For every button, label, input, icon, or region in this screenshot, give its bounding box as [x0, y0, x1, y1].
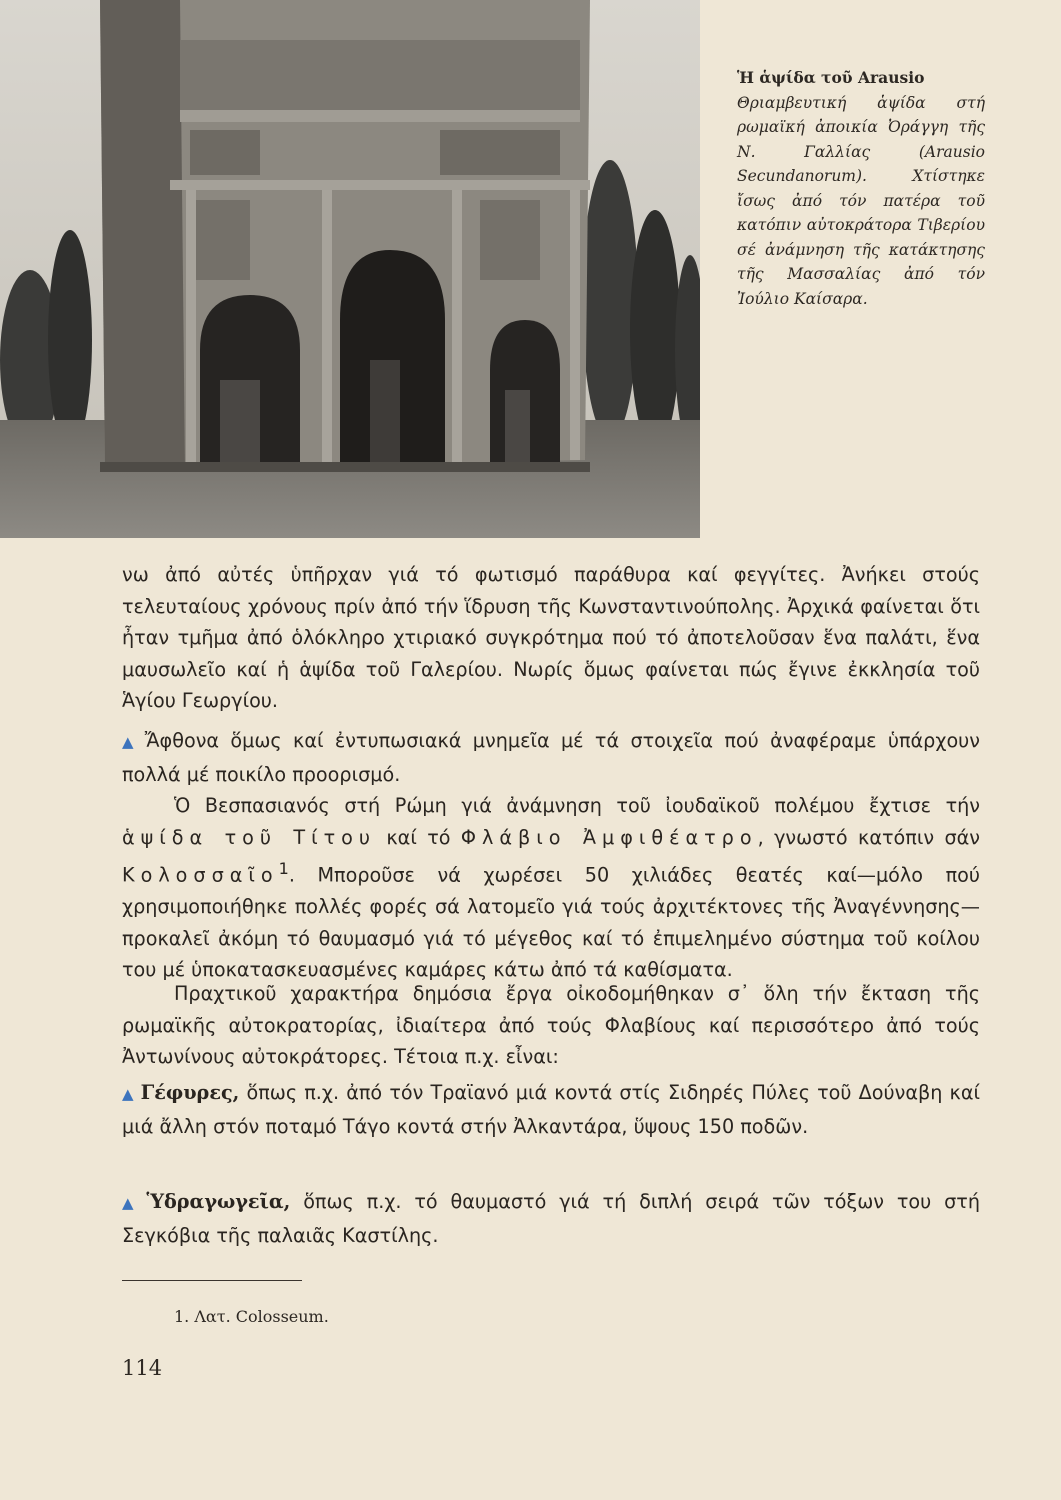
bridges-term: Γέφυρες, [140, 1081, 240, 1104]
paragraph-3 [122, 790, 980, 986]
flavian-amphitheatre-term: Φλάβιο Ἀμφιθέατρο [460, 825, 758, 849]
triangle-bullet-icon: ▲ [122, 1085, 135, 1103]
arch-photograph [0, 0, 700, 538]
paragraph-3-part-a: Ὁ Βεσπασιανός στή Ρώμη γιά ἀνάμνηση τοῦ ἰουδαϊκοῦ πολέμου ἔχτισε τήν [174, 794, 980, 817]
paragraph-5 [122, 1077, 980, 1142]
triangle-bullet-icon: ▲ [122, 733, 139, 751]
paragraph-3-part-d: . Μποροῦσε νά χωρέσει 50 χιλιάδες θεατές καί—μόλο πού χρησιμοποιήθηκε πολλές φορές σά λατομεῖο γιά τούς ἀρχιτέκτονες τῆς Ἀναγέννησης—προκαλεῖ ἀκόμη τό θαυμασμό γιά τό μέγεθος καί τό ἐπιμελημένο σύστημα τοῦ κοίλου του μέ ὑποκατασκευασμένες καμάρες κάτω ἀπό τά καθίσματα. [122, 863, 980, 982]
paragraph-1 [122, 559, 980, 717]
caption-body: Θριαμβευτική ἁψίδα στή ρωμαϊκή ἀποικία Ὀράγγη τῆς Ν. Γαλλίας (Arausio Secundanorum). Χτίστηκε ἴσως ἀπό τόν πατέρα τοῦ κατόπιν αὐτοκράτορα Τιβερίου σέ ἀνάμνηση τῆς κατάκτησης τῆς Μασσαλίας ἀπό τόν Ἰούλιο Καίσαρα. [737, 93, 985, 308]
paragraph-2 [122, 725, 980, 790]
paragraph-3-part-b: καί τό [375, 825, 461, 849]
paragraph-1-text: νω ἀπό αὐτές ὑπῆρχαν γιά τό φωτισμό παράθυρα καί φεγγίτες. Ἀνήκει στούς τελευταίους χρόνους πρίν ἀπό τήν ἵδρυση τῆς Κωνσταντινούπολης. Ἀρχικά φαίνεται ὅτι ἦταν τμῆμα ἀπό ὁλόκληρο χτιριακό συγκρότημα πού τό ἀποτελοῦσαν ἕνα παλάτι, ἕνα μαυσωλεῖο καί ἡ ἁψίδα τοῦ Γαλερίου. Νωρίς ὅμως φαίνεται πώς ἔγινε ἐκκλησία τοῦ Ἁγίου Γεωργίου. [122, 563, 980, 713]
paragraph-3-part-c: , γνωστό κατόπιν σάν [757, 825, 980, 849]
paragraph-5-text: ὅπως π.χ. ἀπό τόν Τραϊανό μιά κοντά στίς Σιδηρές Πύλες τοῦ Δούναβη καί μιά ἄλλη στόν ποταμό Τάγο κοντά στήν Ἀλκαντάρα, ὕψους 150 ποδῶν. [122, 1081, 980, 1138]
footnote-marker: 1 [278, 859, 289, 879]
triangle-bullet-icon: ▲ [122, 1194, 141, 1212]
figure-caption [737, 66, 985, 311]
caption-title: Ἡ ἁψίδα τοῦ Arausio [737, 68, 925, 87]
paragraph-4-text: Πραχτικοῦ χαρακτήρα δημόσια ἔργα οἰκοδομήθηκαν σ᾽ ὅλη τήν ἔκταση τῆς ρωμαϊκῆς αὐτοκρατορίας, ἰδιαίτερα ἀπό τούς Φλαβίους καί περισσότερο ἀπό τούς Ἀντωνίνους αὐτοκράτορες. Τέτοια π.χ. εἶναι: [122, 982, 980, 1069]
paragraph-4 [122, 978, 980, 1073]
colosseum-term: Κολοσσαῖο [122, 863, 279, 887]
page-number: 114 [122, 1356, 163, 1380]
arch-of-titus-term: ἁψίδα τοῦ Τίτου [122, 825, 376, 849]
paragraph-6-text: ὅπως π.χ. τό θαυμαστό γιά τή διπλή σειρά τῶν τόξων του στή Σεγκόβια τῆς παλαιᾶς Καστίλης. [122, 1190, 980, 1247]
footnote: 1. Λατ. Colosseum. [174, 1307, 329, 1326]
paragraph-2-text: Ἄφθονα ὅμως καί ἐντυπωσιακά μνημεῖα μέ τά στοιχεῖα πού ἀναφέραμε ὑπάρχουν πολλά μέ ποικίλο προορισμό. [122, 729, 980, 786]
aqueducts-term: Ὑδραγωγεῖα, [146, 1190, 291, 1213]
arch-of-orange-image [0, 0, 700, 538]
footnote-divider [122, 1280, 302, 1281]
paragraph-6 [122, 1186, 980, 1251]
